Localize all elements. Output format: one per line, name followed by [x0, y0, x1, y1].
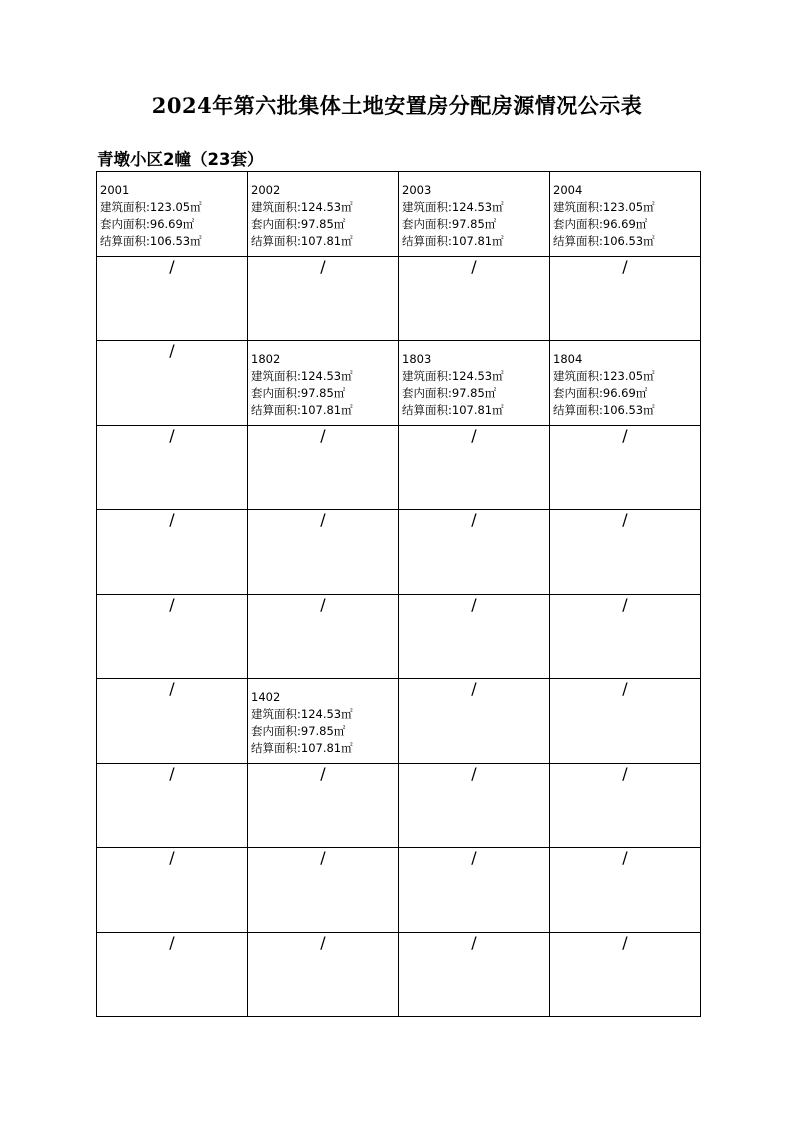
inner-area: 套内面积:97.85㎡ — [402, 217, 497, 231]
unit-info — [248, 341, 398, 419]
unit-cell — [550, 341, 701, 426]
building-area: 建筑面积:124.53㎡ — [251, 707, 353, 721]
unit-number: 1402 — [251, 690, 281, 704]
settlement-area: 结算面积:107.81㎡ — [251, 403, 353, 417]
settlement-area: 结算面积:107.81㎡ — [251, 741, 353, 755]
building-area: 建筑面积:124.53㎡ — [402, 369, 504, 383]
inner-area: 套内面积:97.85㎡ — [251, 724, 346, 738]
empty-mark: / — [169, 848, 175, 867]
settlement-area: 结算面积:107.81㎡ — [402, 403, 504, 417]
table-row — [97, 256, 701, 341]
empty-cell — [550, 848, 701, 933]
unit-cell — [248, 341, 399, 426]
building-area: 建筑面积:124.53㎡ — [251, 369, 353, 383]
empty-cell — [248, 763, 399, 848]
inner-area: 套内面积:97.85㎡ — [402, 386, 497, 400]
building-area: 建筑面积:123.05㎡ — [100, 200, 202, 214]
empty-mark: / — [471, 848, 477, 867]
table-row — [97, 932, 701, 1017]
empty-cell — [97, 256, 248, 341]
unit-cell — [550, 172, 701, 257]
table-row — [97, 172, 701, 257]
table-row — [97, 594, 701, 679]
empty-mark: / — [169, 341, 175, 360]
empty-mark: / — [471, 932, 477, 952]
empty-cell — [97, 848, 248, 933]
empty-mark: / — [622, 425, 628, 445]
empty-mark: / — [320, 256, 326, 276]
settlement-area: 结算面积:106.53㎡ — [100, 234, 202, 248]
empty-cell — [550, 932, 701, 1017]
unit-cell — [248, 679, 399, 764]
inner-area: 套内面积:96.69㎡ — [553, 217, 648, 231]
empty-cell — [550, 425, 701, 510]
empty-mark: / — [471, 425, 477, 445]
settlement-area: 结算面积:107.81㎡ — [251, 234, 353, 248]
table-row — [97, 679, 701, 764]
empty-cell — [97, 763, 248, 848]
empty-mark: / — [471, 256, 477, 276]
unit-cell — [399, 341, 550, 426]
empty-mark: / — [622, 510, 628, 529]
empty-mark: / — [471, 763, 477, 783]
housing-table — [96, 171, 701, 1017]
inner-area: 套内面积:96.69㎡ — [553, 386, 648, 400]
empty-mark: / — [169, 763, 175, 783]
empty-cell — [248, 425, 399, 510]
empty-cell — [550, 256, 701, 341]
unit-info — [550, 172, 700, 250]
empty-mark: / — [471, 510, 477, 529]
empty-cell — [399, 763, 550, 848]
table-row — [97, 425, 701, 510]
empty-mark: / — [169, 932, 175, 952]
unit-number: 2004 — [553, 183, 583, 197]
empty-mark: / — [169, 510, 175, 529]
empty-cell — [399, 594, 550, 679]
empty-cell — [399, 510, 550, 595]
empty-mark: / — [622, 256, 628, 276]
empty-mark: / — [320, 425, 326, 445]
empty-cell — [97, 510, 248, 595]
unit-number: 2001 — [100, 183, 130, 197]
unit-cell — [248, 172, 399, 257]
empty-mark: / — [320, 848, 326, 867]
inner-area: 套内面积:96.69㎡ — [100, 217, 195, 231]
empty-cell — [248, 848, 399, 933]
inner-area: 套内面积:97.85㎡ — [251, 386, 346, 400]
empty-mark: / — [471, 594, 477, 614]
unit-info — [399, 341, 549, 419]
empty-cell — [550, 763, 701, 848]
unit-number: 2002 — [251, 183, 281, 197]
empty-cell — [97, 341, 248, 426]
unit-number: 1802 — [251, 352, 281, 366]
empty-cell — [97, 425, 248, 510]
empty-mark: / — [320, 932, 326, 952]
unit-number: 2003 — [402, 183, 432, 197]
page-title: 2024年第六批集体土地安置房分配房源情况公示表 — [151, 93, 643, 118]
empty-mark: / — [622, 594, 628, 614]
empty-cell — [550, 679, 701, 764]
empty-mark: / — [169, 425, 175, 445]
unit-info — [248, 679, 398, 757]
empty-mark: / — [320, 510, 326, 529]
empty-cell — [97, 932, 248, 1017]
unit-number: 1804 — [553, 352, 583, 366]
unit-number: 1803 — [402, 352, 432, 366]
empty-mark: / — [622, 763, 628, 783]
empty-mark: / — [622, 932, 628, 952]
building-area: 建筑面积:123.05㎡ — [553, 200, 655, 214]
empty-mark: / — [471, 679, 477, 698]
building-area: 建筑面积:124.53㎡ — [251, 200, 353, 214]
empty-cell — [248, 256, 399, 341]
unit-info — [97, 172, 247, 250]
empty-mark: / — [320, 594, 326, 614]
empty-cell — [97, 679, 248, 764]
empty-cell — [399, 256, 550, 341]
empty-cell — [248, 594, 399, 679]
empty-cell — [248, 510, 399, 595]
table-row — [97, 848, 701, 933]
empty-mark: / — [622, 679, 628, 698]
settlement-area: 结算面积:107.81㎡ — [402, 234, 504, 248]
unit-info — [550, 341, 700, 419]
table-row — [97, 763, 701, 848]
settlement-area: 结算面积:106.53㎡ — [553, 403, 655, 417]
building-area: 建筑面积:124.53㎡ — [402, 200, 504, 214]
empty-cell — [248, 932, 399, 1017]
table-row — [97, 341, 701, 426]
empty-cell — [97, 594, 248, 679]
unit-info — [248, 172, 398, 250]
inner-area: 套内面积:97.85㎡ — [251, 217, 346, 231]
settlement-area: 结算面积:106.53㎡ — [553, 234, 655, 248]
unit-info — [399, 172, 549, 250]
empty-mark: / — [169, 679, 175, 698]
empty-cell — [550, 510, 701, 595]
unit-cell — [399, 172, 550, 257]
empty-cell — [399, 679, 550, 764]
empty-cell — [399, 425, 550, 510]
empty-cell — [399, 932, 550, 1017]
unit-cell — [97, 172, 248, 257]
building-subtitle: 青墩小区2幢（23套） — [97, 150, 264, 169]
empty-mark: / — [622, 848, 628, 867]
table-row — [97, 510, 701, 595]
empty-mark: / — [320, 763, 326, 783]
empty-cell — [550, 594, 701, 679]
empty-cell — [399, 848, 550, 933]
empty-mark: / — [169, 594, 175, 614]
building-area: 建筑面积:123.05㎡ — [553, 369, 655, 383]
empty-mark: / — [169, 256, 175, 276]
